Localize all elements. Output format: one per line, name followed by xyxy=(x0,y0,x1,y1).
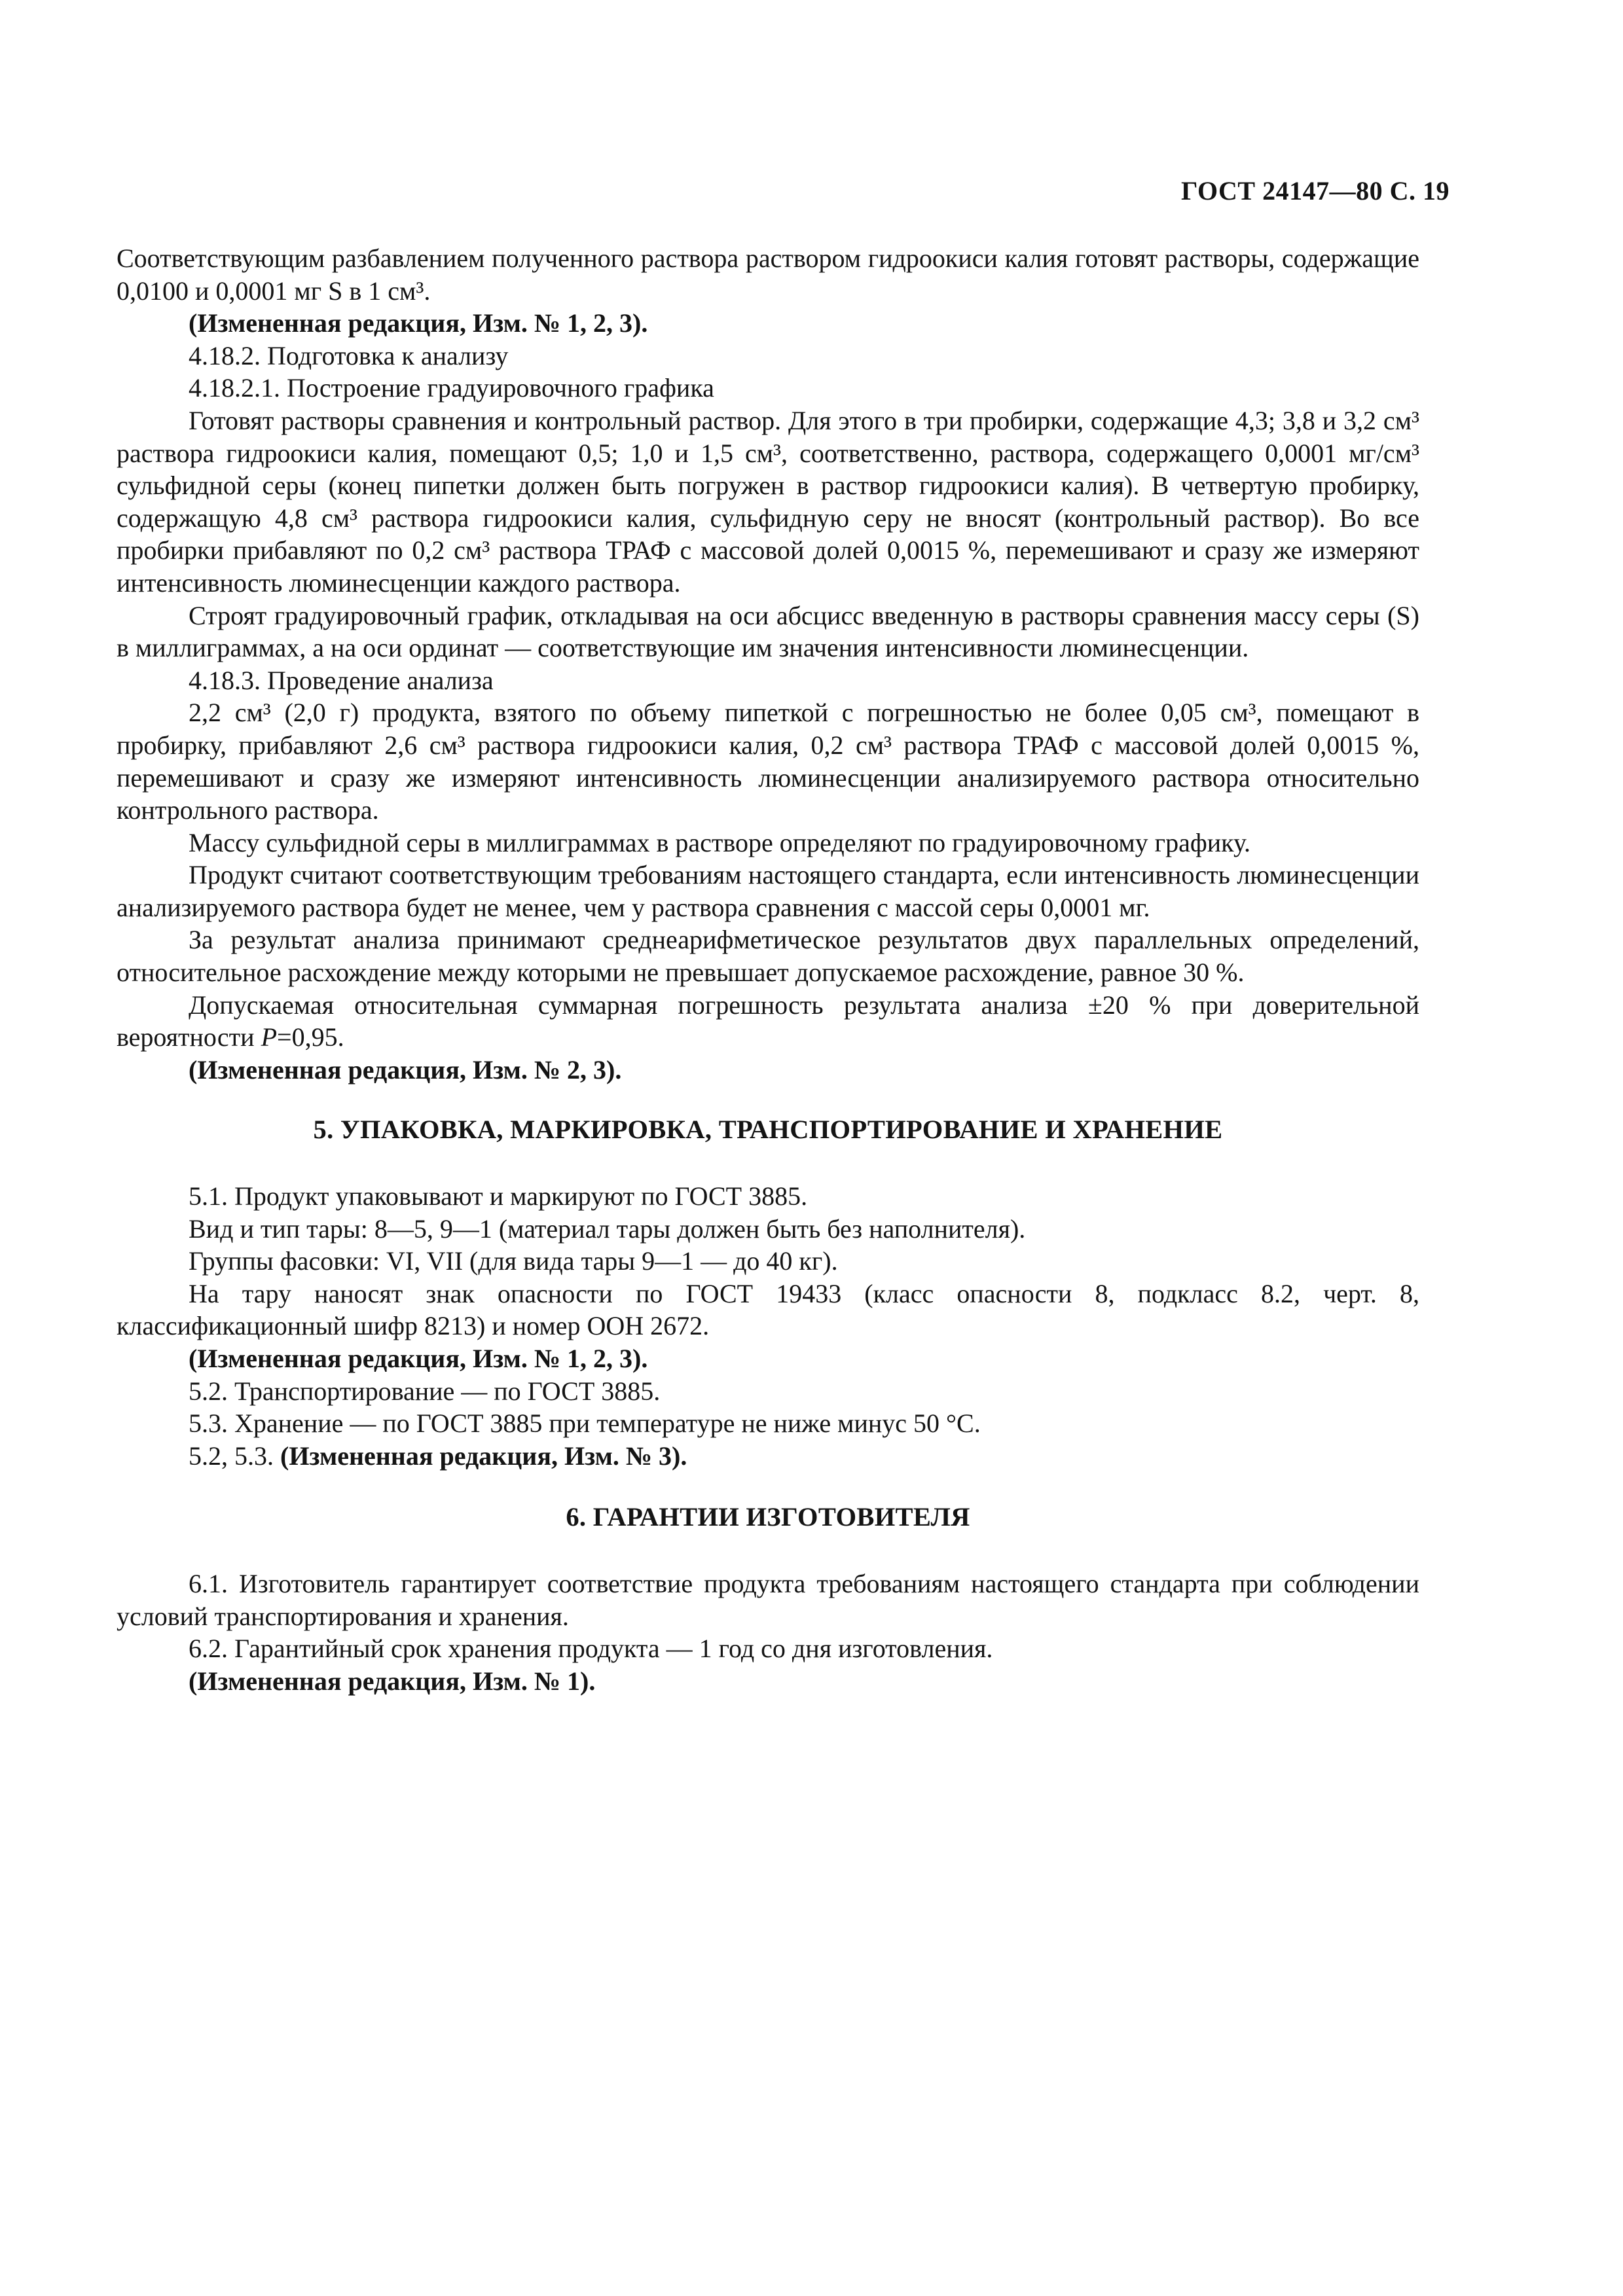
section-4-18-3-title: 4.18.3. Проведение анализа xyxy=(189,665,494,695)
page-header: ГОСТ 24147—80 С. 19 xyxy=(1180,176,1450,206)
revision-ref: 5.2, 5.3. xyxy=(189,1441,280,1471)
revision-note: (Измененная редакция, Изм. № 1). xyxy=(189,1666,596,1696)
paragraph-error-text: Допускаемая относительная суммарная погрешность результата анализа ±20 % при доверительной вероятности xyxy=(117,990,1419,1052)
paragraph-5-1: 5.1. Продукт упаковывают и маркируют по ГОСТ 3885. xyxy=(189,1181,808,1211)
revision-note: (Измененная редакция, Изм. № 1, 2, 3). xyxy=(189,308,648,338)
paragraph-5-2: 5.2. Транспортирование — по ГОСТ 3885. xyxy=(189,1376,661,1406)
probability-variable: P xyxy=(261,1022,278,1052)
paragraph-container-type: Вид и тип тары: 8—5, 9—1 (материал тары должен быть без наполнителя). xyxy=(189,1213,1026,1244)
revision-note: (Измененная редакция, Изм. № 1, 2, 3). xyxy=(189,1344,648,1373)
paragraph-solutions-prep: Готовят растворы сравнения и контрольный раствор. Для этого в три пробирки, содержащие 4,3; 3,8 и 3,2 см³ раствора гидроокиси калия, помещают 0,5; 1,0 и 1,5 см³, соответственно, раствора, содержащего 0,0001 мг/см³ сульфидной серы (конец пипетки должен быть погружен в раствор гидроокиси калия). В четвертую пробирку, содержащую 4,8 см³ раствора гидроокиси калия, сульфидную серу не вносят (контрольный раствор). Во все пробирки прибавляют по 0,2 см³ раствора ТРАФ с массовой долей 0,0015 %, перемешивают и сразу же измеряют интенсивность люминесценции каждого раствора. xyxy=(117,405,1419,598)
paragraph-sulfide-mass: Массу сульфидной серы в миллиграммах в растворе определяют по градуировочному графику. xyxy=(189,827,1251,857)
paragraph-analysis-procedure: 2,2 см³ (2,0 г) продукта, взятого по объему пипеткой с погрешностью не более 0,05 см³, помещают в пробирку, прибавляют 2,6 см³ раствора гидроокиси калия, 0,2 см³ раствора ТРАФ с массовой долей 0,0015 %, перемешивают и сразу же измеряют интенсивность люминесценции анализируемого раствора относительно контрольного раствора. xyxy=(117,698,1419,825)
paragraph-dilution: Соответствующим разбавлением полученного раствора раствором гидроокиси калия готовят растворы, содержащие 0,0100 и 0,0001 мг S в 1 см³. xyxy=(117,243,1419,306)
paragraph-hazard-sign: На тару наносят знак опасности по ГОСТ 19433 (класс опасности 8, подкласс 8.2, черт. 8, классификационный шифр 8213) и номер ООН 2672. xyxy=(117,1278,1419,1341)
section-4-18-2-1-title: 4.18.2.1. Построение градуировочного графика xyxy=(189,373,714,403)
document-body xyxy=(117,242,1419,1697)
paragraph-5-3: 5.3. Хранение — по ГОСТ 3885 при температуре не ниже минус 50 °С. xyxy=(189,1408,981,1439)
paragraph-6-1: 6.1. Изготовитель гарантирует соответствие продукта требованиям настоящего стандарта при соблюдении условий транспортирования и хранения. xyxy=(117,1568,1419,1631)
revision-note: (Измененная редакция, Изм. № 2, 3). xyxy=(189,1054,622,1085)
revision-note: (Измененная редакция, Изм. № 3). xyxy=(280,1441,687,1471)
probability-value: =0,95. xyxy=(277,1022,344,1052)
section-6-heading: 6. ГАРАНТИИ ИЗГОТОВИТЕЛЯ xyxy=(566,1502,970,1532)
paragraph-packing-groups: Группы фасовки: VI, VII (для вида тары 9—1 — до 40 кг). xyxy=(189,1246,838,1276)
paragraph-compliance: Продукт считают соответствующим требованиям настоящего стандарта, если интенсивность люминесценции анализируемого раствора будет не менее, чем у раствора сравнения с массой серы 0,0001 мг. xyxy=(117,860,1419,922)
paragraph-calibration-graph: Строят градуировочный график, откладывая на оси абсцисс введенную в растворы сравнения массу серы (S) в миллиграммах, а на оси ординат — соответствующие им значения интенсивности люминесценции. xyxy=(117,600,1419,663)
paragraph-error xyxy=(117,989,1419,1054)
paragraph-result: За результат анализа принимают среднеарифметическое результатов двух параллельных определений, относительное расхождение между которыми не превышает допускаемое расхождение, равное 30 %. xyxy=(117,925,1419,988)
section-5-heading: 5. УПАКОВКА, МАРКИРОВКА, ТРАНСПОРТИРОВАНИЕ И ХРАНЕНИЕ xyxy=(313,1115,1223,1145)
section-4-18-2-title: 4.18.2. Подготовка к анализу xyxy=(189,340,509,370)
paragraph-6-2: 6.2. Гарантийный срок хранения продукта — 1 год со дня изготовления. xyxy=(189,1634,993,1664)
paragraph-revision-5 xyxy=(117,1440,1419,1473)
